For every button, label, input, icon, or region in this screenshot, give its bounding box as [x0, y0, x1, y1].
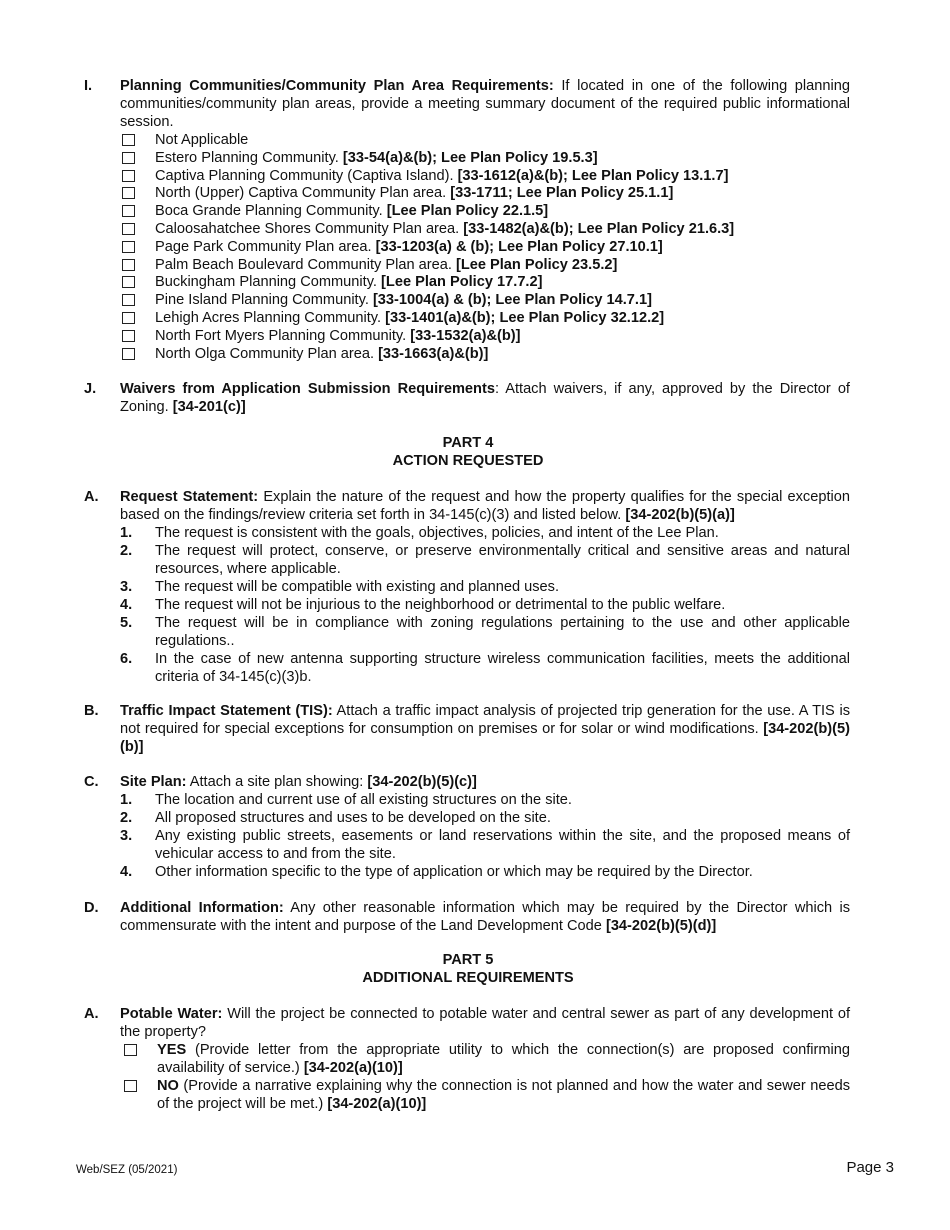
option-label: Captiva Planning Community (Captiva Island). [155, 167, 458, 184]
section-j [84, 380, 850, 416]
option-ref: [Lee Plan Policy 17.7.2] [381, 274, 543, 291]
no-ref: [34-202(a)(10)] [327, 1096, 427, 1112]
planning-option [122, 167, 850, 185]
item-text: The request will protect, conserve, or preserve environmentally critical and sensitive areas and natural resources, where applicable. [155, 543, 850, 577]
option-ref: [33-1532(a)&(b)] [410, 327, 521, 344]
item-text: All proposed structures and uses to be developed on the site. [155, 810, 551, 826]
planning-option [122, 202, 850, 220]
option-label: North (Upper) Captiva Community Plan area. [155, 185, 451, 202]
site-plan-item [120, 809, 850, 827]
item-number: 2. [120, 543, 133, 559]
planning-community-list [122, 131, 850, 362]
option-checkbox[interactable] [122, 348, 135, 360]
yes-option [122, 1041, 850, 1077]
section-letter: B. [84, 703, 99, 719]
option-label: Caloosahatchee Shores Community Plan area. [155, 220, 464, 237]
item-text: Any existing public streets, easements or land reservations within the site, and the proposed means of vehicular access to and from the site. [155, 828, 850, 862]
option-ref: [33-1401(a)&(b); Lee Plan Policy 32.12.2] [385, 309, 665, 326]
part-title: ADDITIONAL REQUIREMENTS [362, 970, 574, 986]
section-body [120, 77, 850, 131]
yes-ref: [34-202(a)(10)] [303, 1060, 403, 1076]
part-number: PART 4 [442, 435, 494, 451]
planning-option [122, 291, 850, 309]
item-number: 3. [120, 579, 133, 595]
section-ref: [34-202(b)(5)(b)] [120, 721, 850, 755]
site-plan-item [120, 827, 850, 863]
criteria-item [120, 614, 850, 650]
option-checkbox[interactable] [122, 294, 135, 306]
criteria-item [120, 524, 850, 542]
no-text: (Provide a narrative explaining why the connection is not planned and how the water and sewer needs of the project will be met.) [157, 1078, 850, 1112]
section-text: Any other reasonable information which may be required by the Director which is commensurate with the intent and purpose of the Land Development Code [120, 900, 851, 934]
section-body [120, 773, 850, 791]
section-heading: Waivers from Application Submission Requirements [120, 381, 495, 397]
section-body [120, 702, 850, 756]
item-text: Other information specific to the type of application or which may be required by the Director. [155, 864, 753, 880]
section-text: Will the project be connected to potable water and central sewer as part of any development of the property? [120, 1006, 850, 1040]
item-text: The request will be compatible with existing and planned uses. [155, 579, 559, 595]
item-number: 6. [120, 651, 133, 667]
section-body [120, 488, 850, 524]
option-label: Pine Island Planning Community. [155, 292, 373, 309]
item-number: 1. [120, 525, 133, 541]
section-body [120, 899, 850, 935]
yes-checkbox[interactable] [124, 1044, 137, 1056]
section-text: Attach a site plan showing: [186, 774, 368, 790]
section-i [84, 77, 850, 362]
item-number: 4. [120, 597, 133, 613]
site-plan-list [120, 791, 850, 881]
section-letter: A. [84, 1006, 99, 1022]
section-letter: J. [84, 381, 97, 397]
option-label: Not Applicable [155, 132, 249, 148]
criteria-item [120, 650, 850, 686]
option-checkbox[interactable] [122, 312, 135, 324]
option-ref: [33-1482(a)&(b); Lee Plan Policy 21.6.3] [463, 220, 735, 237]
option-label: Boca Grande Planning Community. [155, 203, 387, 220]
traffic-impact-section [84, 702, 850, 756]
site-plan-section [84, 773, 850, 881]
item-number: 3. [120, 828, 133, 844]
option-ref: [33-1612(a)&(b); Lee Plan Policy 13.1.7] [457, 167, 729, 184]
potable-water-options [122, 1041, 850, 1113]
option-ref: [33-1663(a)&(b)] [378, 345, 489, 362]
option-checkbox[interactable] [122, 259, 135, 271]
section-letter: C. [84, 774, 99, 790]
part-number: PART 5 [442, 952, 494, 968]
yes-label: YES [157, 1042, 187, 1058]
planning-option [122, 256, 850, 274]
section-ref: [34-202(b)(5)(c)] [367, 774, 477, 790]
item-text: The request is consistent with the goals, objectives, policies, and intent of the Lee Plan. [155, 525, 719, 541]
option-label: Page Park Community Plan area. [155, 238, 376, 255]
part-5-header [0, 951, 936, 987]
site-plan-item [120, 863, 850, 881]
section-heading: Site Plan: [120, 774, 187, 790]
option-label: Lehigh Acres Planning Community. [155, 309, 386, 326]
option-checkbox[interactable] [122, 187, 135, 199]
planning-option [122, 220, 850, 238]
section-text: : Attach waivers, if any, approved by the Director of Zoning. [120, 381, 850, 415]
section-ref: [34-201(c)] [172, 399, 246, 415]
item-number: 2. [120, 810, 133, 826]
option-ref: [Lee Plan Policy 22.1.5] [386, 203, 549, 220]
section-heading: Planning Communities/Community Plan Area Requirements: [120, 78, 554, 94]
planning-option [122, 149, 850, 167]
section-ref: [34-202(b)(5)(d)] [605, 918, 717, 934]
planning-option [122, 273, 850, 291]
section-letter: I. [84, 78, 93, 94]
potable-water-section [84, 1005, 850, 1113]
option-label: Palm Beach Boulevard Community Plan area. [155, 256, 456, 273]
yes-text: (Provide letter from the appropriate utility to which the connection(s) are proposed confirming availability of service.) [157, 1042, 850, 1076]
option-checkbox[interactable] [122, 330, 135, 342]
site-plan-item [120, 791, 850, 809]
planning-option [122, 131, 850, 149]
section-text: If located in one of the following planning communities/community plan areas, provide a meeting summary document of the required public informational session. [120, 78, 850, 130]
option-ref: [33-1711; Lee Plan Policy 25.1.1] [450, 185, 674, 202]
section-heading: Potable Water: [120, 1006, 223, 1022]
option-label: Estero Planning Community. [155, 149, 343, 166]
item-number: 5. [120, 615, 133, 631]
item-text: The request will not be injurious to the neighborhood or detrimental to the public welfare. [155, 597, 726, 613]
section-letter: D. [84, 900, 99, 916]
no-label: NO [157, 1078, 179, 1094]
section-body [120, 1005, 850, 1113]
option-ref: [33-1004(a) & (b); Lee Plan Policy 14.7.1] [372, 292, 652, 309]
planning-option [122, 327, 850, 345]
option-label: North Olga Community Plan area. [155, 345, 379, 362]
planning-option [122, 345, 850, 363]
item-text: In the case of new antenna supporting structure wireless communication facilities, meets the additional criteria of 34-145(c)(3)b. [155, 651, 850, 685]
section-body [120, 380, 850, 416]
item-number: 1. [120, 792, 133, 808]
option-label: North Fort Myers Planning Community. [155, 327, 411, 344]
page-number: Page 3 [846, 1159, 894, 1176]
no-checkbox[interactable] [124, 1080, 137, 1092]
option-checkbox[interactable] [122, 134, 135, 146]
option-checkbox[interactable] [122, 170, 135, 182]
option-label: Buckingham Planning Community. [155, 274, 382, 291]
section-text: Attach a traffic impact analysis of projected trip generation for the use. A TIS is not required for special exceptions for consumption on premises or for solar or wind modifications. [120, 703, 850, 737]
option-checkbox[interactable] [122, 205, 135, 217]
section-heading: Request Statement: [120, 489, 259, 505]
criteria-item [120, 596, 850, 614]
part-title: ACTION REQUESTED [392, 453, 544, 469]
criteria-list [120, 524, 850, 686]
section-letter: A. [84, 489, 99, 505]
planning-option [122, 184, 850, 202]
section-text: Explain the nature of the request and how the property qualifies for the special exception based on the findings/review criteria set forth in 34-145(c)(3) and listed below. [120, 489, 850, 523]
part-4-header [0, 434, 936, 470]
planning-option [122, 238, 850, 256]
item-text: The location and current use of all existing structures on the site. [155, 792, 572, 808]
planning-option [122, 309, 850, 327]
option-checkbox[interactable] [122, 241, 135, 253]
additional-information-section [84, 899, 850, 935]
item-text: The request will be in compliance with zoning regulations pertaining to the use and other applicable regulations.. [155, 615, 850, 649]
form-id: Web/SEZ (05/2021) [76, 1164, 178, 1176]
criteria-item [120, 578, 850, 596]
option-checkbox[interactable] [122, 152, 135, 164]
criteria-item [120, 542, 850, 578]
item-number: 4. [120, 864, 133, 880]
option-checkbox[interactable] [122, 223, 135, 235]
no-option [122, 1077, 850, 1113]
section-heading: Traffic Impact Statement (TIS): [120, 703, 333, 719]
option-ref: [33-1203(a) & (b); Lee Plan Policy 27.10.1] [375, 238, 663, 255]
option-checkbox[interactable] [122, 276, 135, 288]
option-ref: [33-54(a)&(b); Lee Plan Policy 19.5.3] [342, 149, 598, 166]
request-statement-section [84, 488, 850, 686]
section-heading: Additional Information: [120, 900, 284, 916]
option-ref: [Lee Plan Policy 23.5.2] [455, 256, 618, 273]
section-ref: [34-202(b)(5)(a)] [625, 507, 735, 523]
